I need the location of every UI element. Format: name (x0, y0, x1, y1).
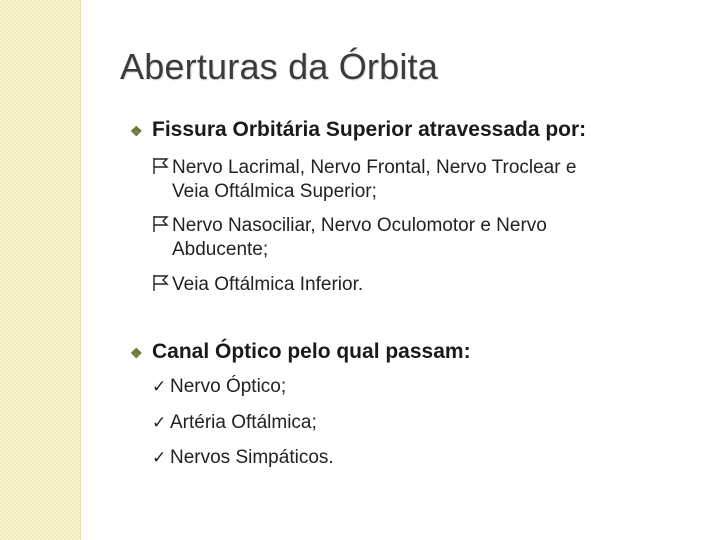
section-heading-text: Fissura Orbitária Superior atravessada por: (152, 118, 587, 141)
diamond-v-bullet-icon: ❖ (130, 345, 143, 361)
list-item-continuation: Abducente; (172, 239, 269, 260)
list-item-canal-1 (152, 375, 672, 399)
checkmark-icon: ✓ (152, 413, 167, 432)
section-heading-canal (130, 340, 471, 364)
list-item-text: Artéria Oftálmica; (170, 412, 317, 433)
side-band-divider (80, 0, 81, 540)
flag-icon (152, 215, 172, 233)
flag-icon (152, 157, 172, 175)
slide-title: Aberturas da Órbita (120, 46, 438, 87)
list-item-canal-3 (152, 446, 672, 470)
list-item-text: Nervo Nasociliar, Nervo Oculomotor e Nervo (172, 215, 547, 236)
list-item-continuation: Veia Oftálmica Superior; (172, 181, 377, 202)
list-item-text: Veia Oftálmica Inferior. (172, 274, 364, 295)
flag-icon (152, 274, 172, 292)
diamond-v-bullet-icon: ❖ (130, 123, 143, 139)
list-item-fissura-3 (152, 273, 672, 297)
checkmark-icon: ✓ (152, 377, 167, 396)
list-item-fissura-1 (152, 156, 672, 204)
list-item-text: Nervos Simpáticos. (170, 447, 334, 468)
list-item-text: Nervo Lacrimal, Nervo Frontal, Nervo Troclear e (172, 157, 577, 178)
list-item-fissura-2 (152, 214, 672, 262)
section-heading-text: Canal Óptico pelo qual passam: (152, 340, 471, 363)
section-heading-fissura (130, 118, 586, 142)
checkmark-icon: ✓ (152, 448, 167, 467)
list-item-text: Nervo Óptico; (170, 376, 287, 397)
decorative-side-band (0, 0, 80, 540)
list-item-canal-2 (152, 411, 672, 435)
